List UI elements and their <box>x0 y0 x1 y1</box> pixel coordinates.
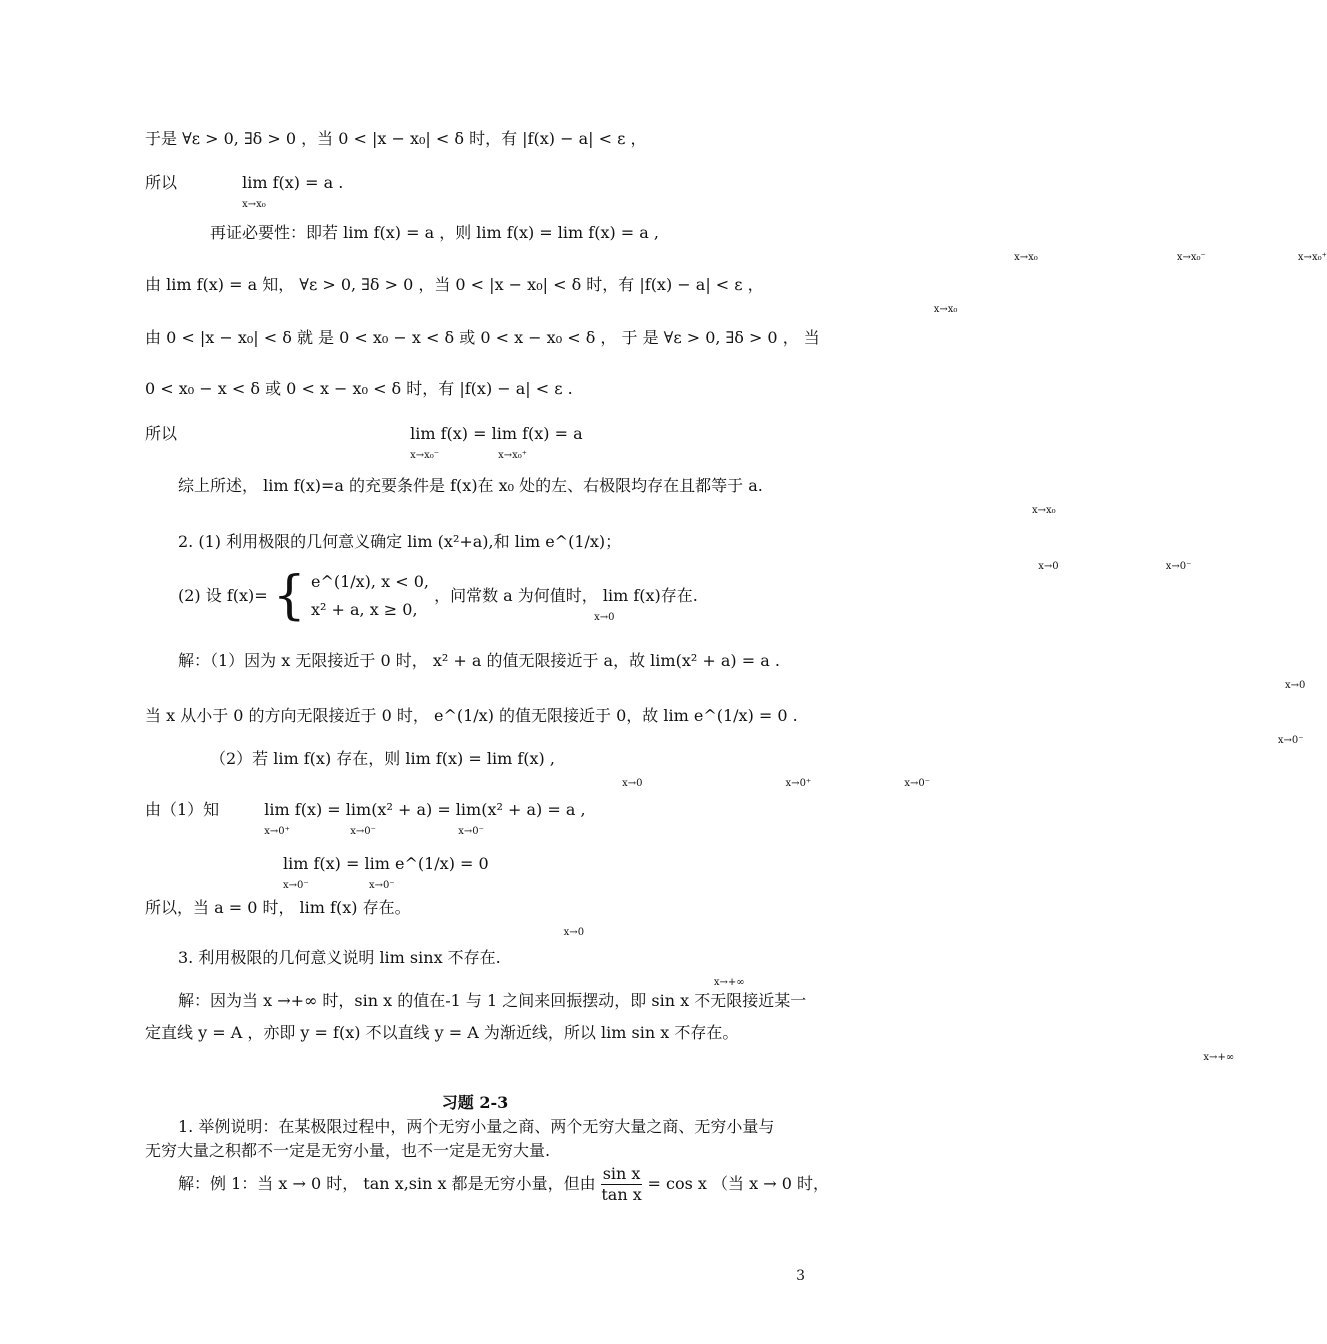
limit-subscript: x→x₀⁻ <box>1176 252 1206 263</box>
limit-subscript: x→0⁻ <box>1277 735 1304 746</box>
limit-subscript: x→x₀⁺ <box>498 450 528 461</box>
line-text: 2. (1) 利用极限的几何意义确定 lim (x²+a),和 lim e^(1/x)； <box>178 532 622 551</box>
limit-subscript: x→x₀ <box>1031 505 1056 516</box>
fraction-numerator: sin x <box>602 1164 641 1183</box>
limit-subscript: x→x₀ <box>933 304 958 315</box>
line-text: 定直线 y = A ，亦即 y = f(x) 不以直线 y = A 为渐近线，所以 lim sin x 不存在。 <box>145 1023 739 1042</box>
limit-subscript: x→x₀⁻ <box>410 450 440 461</box>
line-text: 当 x 从小于 0 的方向无限接近于 0 时， e^(1/x) 的值无限接近于 0，故 lim e^(1/x) = 0 . <box>145 706 798 725</box>
line-text: 解：因为当 x →+∞ 时，sin x 的值在-1 与 1 之间来回振摆动，即 sin x 不无限接近某一 <box>178 991 807 1010</box>
limit-subscript: x→0 <box>1285 680 1306 691</box>
limit-subscript: x→0⁺ <box>264 826 290 837</box>
limit-subscript: x→0⁻ <box>1165 561 1192 572</box>
text-line <box>0 1162 950 1206</box>
line-text: 解：例 1：当 x → 0 时， tan x,sin x 都是无穷小量，但由 <box>178 1174 596 1193</box>
limit-subscript: x→+∞ <box>713 977 745 988</box>
text-line <box>0 531 1192 572</box>
line-text: 所以 <box>145 424 178 443</box>
text-line <box>0 705 1304 746</box>
line-text: 由 lim f(x) = a 知， ∀ε > 0, ∃δ > 0 ，当 0 < |x − x₀| < δ 时，有 |f(x) − a| < ε ， <box>145 275 764 294</box>
text-line <box>0 748 950 789</box>
line-text: 所以 <box>145 173 178 192</box>
text-line <box>0 172 950 210</box>
limit-subscript: x→0⁻ <box>458 826 484 837</box>
line-text: 综上所述， lim f(x)=a 的充要条件是 f(x)在 x₀ 处的左、右极限均存在且都等于 a. <box>178 476 763 495</box>
line-text: 由（1）知 <box>145 800 220 819</box>
text-line <box>0 222 1327 263</box>
limit-subscript: x→0⁺ <box>785 778 812 789</box>
text-line <box>0 1140 950 1162</box>
limit-subscript: x→0 <box>594 612 615 623</box>
text-line <box>0 378 950 400</box>
fraction-denominator: tan x <box>601 1185 642 1204</box>
text-line <box>0 990 950 1012</box>
line-text: 无穷大量之积都不一定是无穷小量，也不一定是无穷大量. <box>145 1141 551 1160</box>
line-text: 0 < x₀ − x < δ 或 0 < x − x₀ < δ 时，有 |f(x) − a| < ε . <box>145 379 573 398</box>
line-text: （2）若 lim f(x) 存在，则 lim f(x) = lim f(x) , <box>210 749 555 768</box>
limit-subscript: x→0⁻ <box>350 826 376 837</box>
limit-expression: lim f(x) = lim(x² + a) = lim(x² + a) = a , x→0⁺ x→0⁻ x→0⁻ <box>264 799 585 821</box>
text-line <box>0 947 950 988</box>
text-line <box>0 853 950 891</box>
limit-subscript: x→x₀ <box>1014 252 1038 263</box>
limit-subscript: x→0 <box>563 927 585 938</box>
piecewise-definition <box>0 568 950 632</box>
text-line <box>0 1022 1235 1063</box>
limit-subscript: x→0 <box>1038 561 1059 572</box>
line-text: 再证必要性：即若 lim f(x) = a ，则 lim f(x) = lim f(x) = a , <box>210 223 660 242</box>
case-line: e^(1/x), x < 0, <box>310 572 429 591</box>
line-text: 3. 利用极限的几何意义说明 lim sinx 不存在. <box>178 948 501 967</box>
section-title: 习题 2-3 <box>441 1093 509 1112</box>
case-line: x² + a, x ≥ 0, <box>310 600 418 619</box>
page-number: 3 <box>796 1268 805 1284</box>
text-line <box>0 650 1306 691</box>
limit-subscript: x→x₀⁺ <box>1297 252 1327 263</box>
fraction <box>601 1164 643 1205</box>
line-text: 于是 ∀ε > 0, ∃δ > 0 ，当 0 < |x − x₀| < δ 时，有 |f(x) − a| < ε ， <box>145 129 647 148</box>
line-text: 解：（1）因为 x 无限接近于 0 时， x² + a 的值无限接近于 a，故 lim(x² + a) = a . <box>178 651 780 670</box>
line-text: (2) 设 f(x)= <box>178 586 268 605</box>
limit-expression: lim f(x) = lim f(x) = a x→x₀⁻ x→x₀⁺ <box>410 423 583 445</box>
text-line <box>0 475 1056 516</box>
text-line <box>0 423 950 461</box>
limit-expression: lim f(x) = lim e^(1/x) = 0 x→0⁻ x→0⁻ <box>283 853 489 875</box>
limit-subscript: x→0⁻ <box>904 778 930 789</box>
text-line <box>0 327 950 349</box>
text-line <box>0 799 950 837</box>
line-text: = cos x （当 x → 0 时， <box>647 1174 829 1193</box>
text-line <box>0 128 950 150</box>
line-text: 由 0 < |x − x₀| < δ 就 是 0 < x₀ − x < δ 或 0 < x − x₀ < δ ， 于 是 ∀ε > 0, ∃δ > 0 ， 当 <box>145 328 820 347</box>
limit-subscript: x→0⁻ <box>369 880 395 891</box>
line-text: 所以，当 a = 0 时， lim f(x) 存在。 <box>145 898 411 917</box>
text-line <box>0 1116 950 1138</box>
limit-subscript: x→+∞ <box>1203 1052 1235 1063</box>
limit-expression: lim f(x) = a . x→x₀ <box>242 172 343 194</box>
limit-subscript: x→0⁻ <box>283 880 309 891</box>
text-line <box>0 897 950 938</box>
limit-expression: ，问常数 a 为何值时， lim f(x)存在. x→0 <box>434 585 698 607</box>
cases <box>311 568 429 624</box>
limit-subscript: x→0 <box>622 778 643 789</box>
left-brace: { <box>272 566 306 626</box>
text-line <box>0 274 958 315</box>
limit-subscript: x→x₀ <box>242 199 266 210</box>
line-text: 1. 举例说明：在某极限过程中，两个无穷小量之商、两个无穷大量之商、无穷小量与 <box>178 1117 775 1136</box>
